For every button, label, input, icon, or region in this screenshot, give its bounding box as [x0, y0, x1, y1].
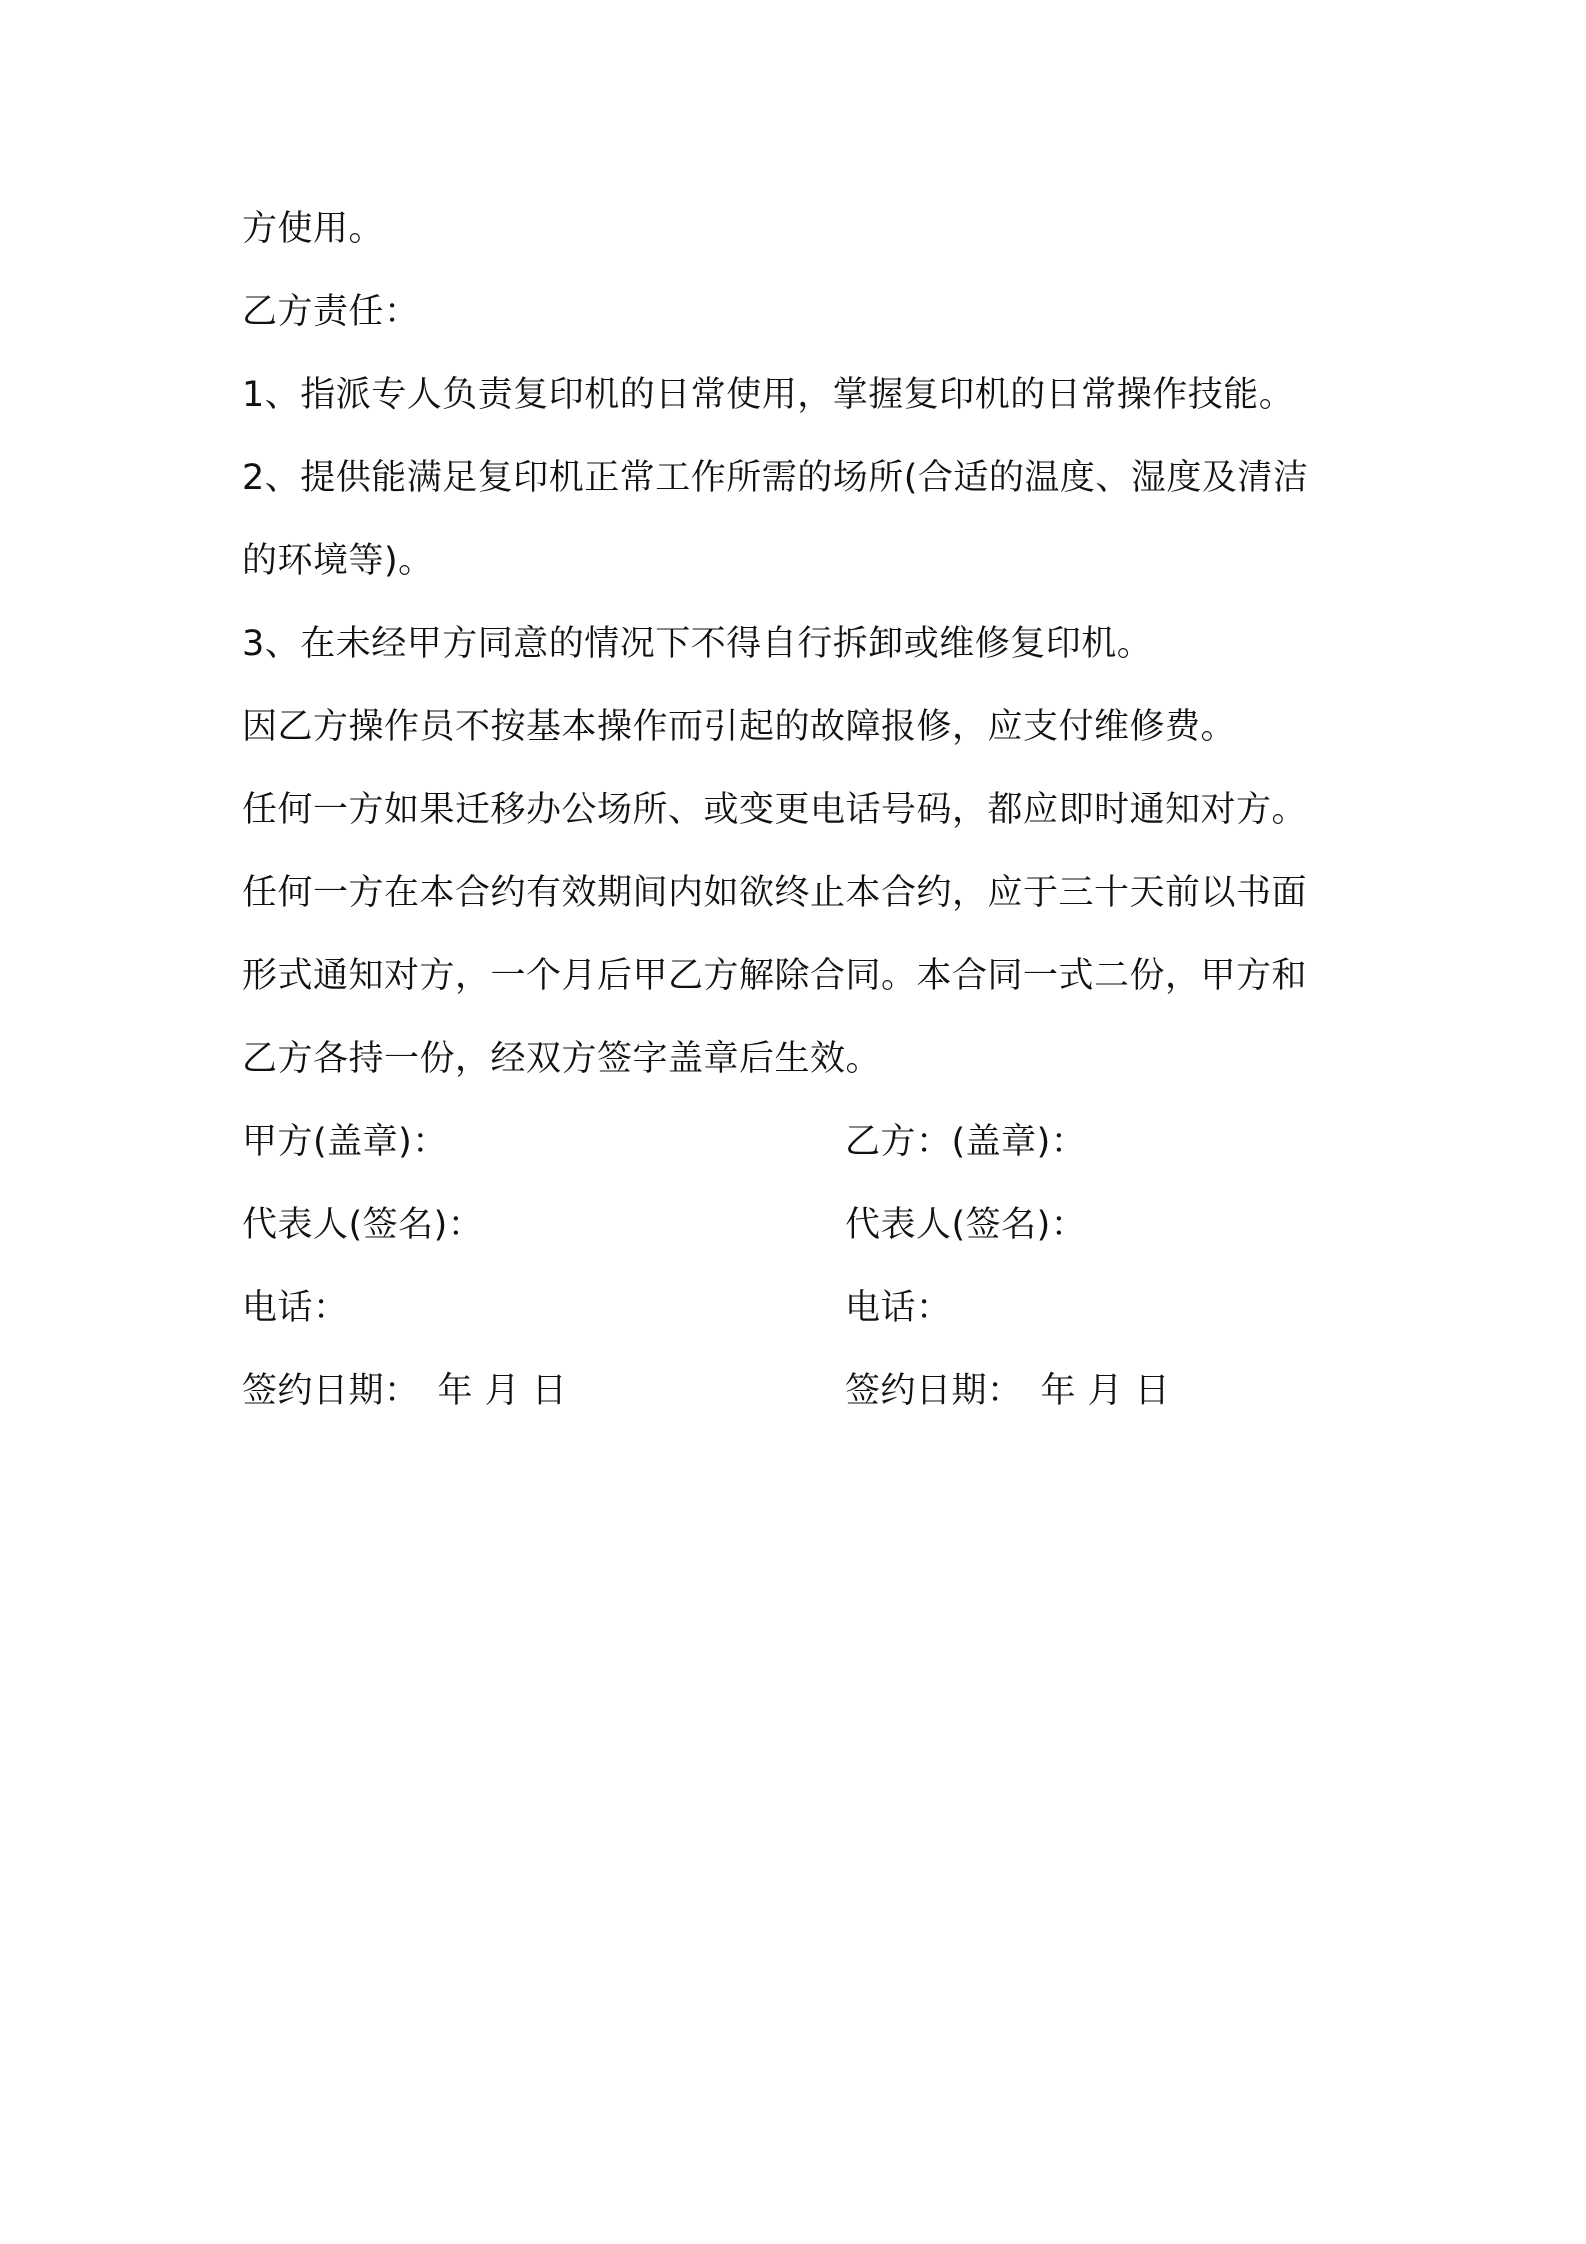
party-a-seal: 甲方(盖章)：	[242, 1122, 448, 1162]
body-line: 方使用。	[242, 209, 385, 249]
body-line: 形式通知对方，一个月后甲乙方解除合同。本合同一式二份，甲方和	[242, 956, 1308, 996]
body-line: 因乙方操作员不按基本操作而引起的故障报修，应支付维修费。	[242, 707, 1237, 747]
body-line: 2、提供能满足复印机正常工作所需的场所(合适的温度、湿度及清洁	[242, 458, 1309, 498]
body-line: 1、指派专人负责复印机的日常使用，掌握复印机的日常操作技能。	[242, 375, 1295, 415]
party-a-representative: 代表人(签名)：	[242, 1205, 484, 1245]
body-line: 乙方各持一份，经双方签字盖章后生效。	[242, 1039, 882, 1079]
body-line: 的环境等)。	[242, 541, 434, 581]
party-a-phone: 电话：	[242, 1288, 349, 1328]
party-b-phone: 电话：	[845, 1288, 952, 1328]
body-line: 任何一方在本合约有效期间内如欲终止本合约，应于三十天前以书面	[242, 873, 1308, 913]
party-b-seal: 乙方：(盖章)：	[845, 1122, 1087, 1162]
body-line: 3、在未经甲方同意的情况下不得自行拆卸或维修复印机。	[242, 624, 1153, 664]
party-a-date: 签约日期： 年 月 日	[242, 1371, 568, 1411]
party-b-date: 签约日期： 年 月 日	[845, 1371, 1171, 1411]
party-b-representative: 代表人(签名)：	[845, 1205, 1087, 1245]
body-line: 任何一方如果迁移办公场所、或变更电话号码，都应即时通知对方。	[242, 790, 1308, 830]
section-heading: 乙方责任：	[242, 292, 420, 332]
